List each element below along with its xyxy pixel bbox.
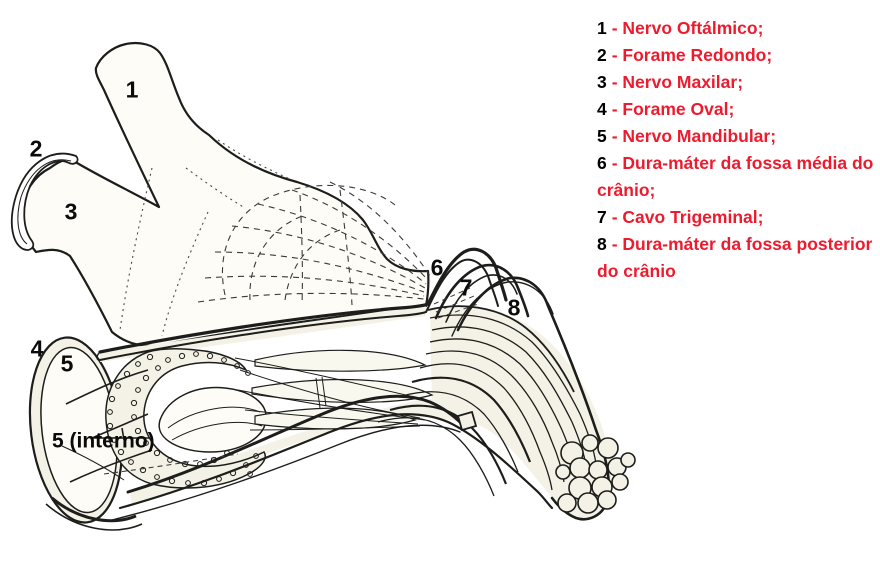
legend-text: - Cavo Trigeminal; xyxy=(611,207,764,227)
legend-text: - Dura-máter da fossa posterior do crânio xyxy=(597,234,873,281)
legend-number: 4 xyxy=(597,99,607,119)
nerve-body-outline xyxy=(20,43,428,346)
legend-number: 8 xyxy=(597,234,607,254)
legend xyxy=(597,15,880,285)
legend-text: - Nervo Oftálmico; xyxy=(611,18,764,38)
legend-item-4 xyxy=(597,96,880,123)
legend-number: 1 xyxy=(597,18,607,38)
legend-number: 5 xyxy=(597,126,607,146)
legend-text: - Nervo Mandibular; xyxy=(611,126,777,146)
legend-item-7 xyxy=(597,204,880,231)
legend-text: - Forame Redondo; xyxy=(611,45,773,65)
diagram-label-3: 3 xyxy=(64,198,78,225)
legend-item-1 xyxy=(597,15,880,42)
diagram-label-1: 1 xyxy=(125,76,139,103)
legend-text: - Nervo Maxilar; xyxy=(611,72,744,92)
diagram-label-5-interno: 5 (interno) xyxy=(52,429,155,453)
legend-number: 3 xyxy=(597,72,607,92)
legend-item-2 xyxy=(597,42,880,69)
legend-number: 2 xyxy=(597,45,607,65)
fascicle-cross-sections xyxy=(556,435,635,513)
legend-item-5 xyxy=(597,123,880,150)
diagram-label-4: 4 xyxy=(30,335,44,362)
legend-number: 6 xyxy=(597,153,607,173)
legend-text: - Dura-máter da fossa média do crânio; xyxy=(597,153,874,200)
legend-item-8 xyxy=(597,231,880,285)
legend-text: - Forame Oval; xyxy=(611,99,735,119)
legend-item-6 xyxy=(597,150,880,204)
diagram-label-8: 8 xyxy=(507,294,521,321)
diagram-label-2: 2 xyxy=(29,135,43,162)
legend-item-3 xyxy=(597,69,880,96)
diagram-label-6: 6 xyxy=(430,254,444,281)
legend-number: 7 xyxy=(597,207,607,227)
diagram-label-7: 7 xyxy=(459,274,473,301)
diagram-label-5: 5 xyxy=(60,350,74,377)
